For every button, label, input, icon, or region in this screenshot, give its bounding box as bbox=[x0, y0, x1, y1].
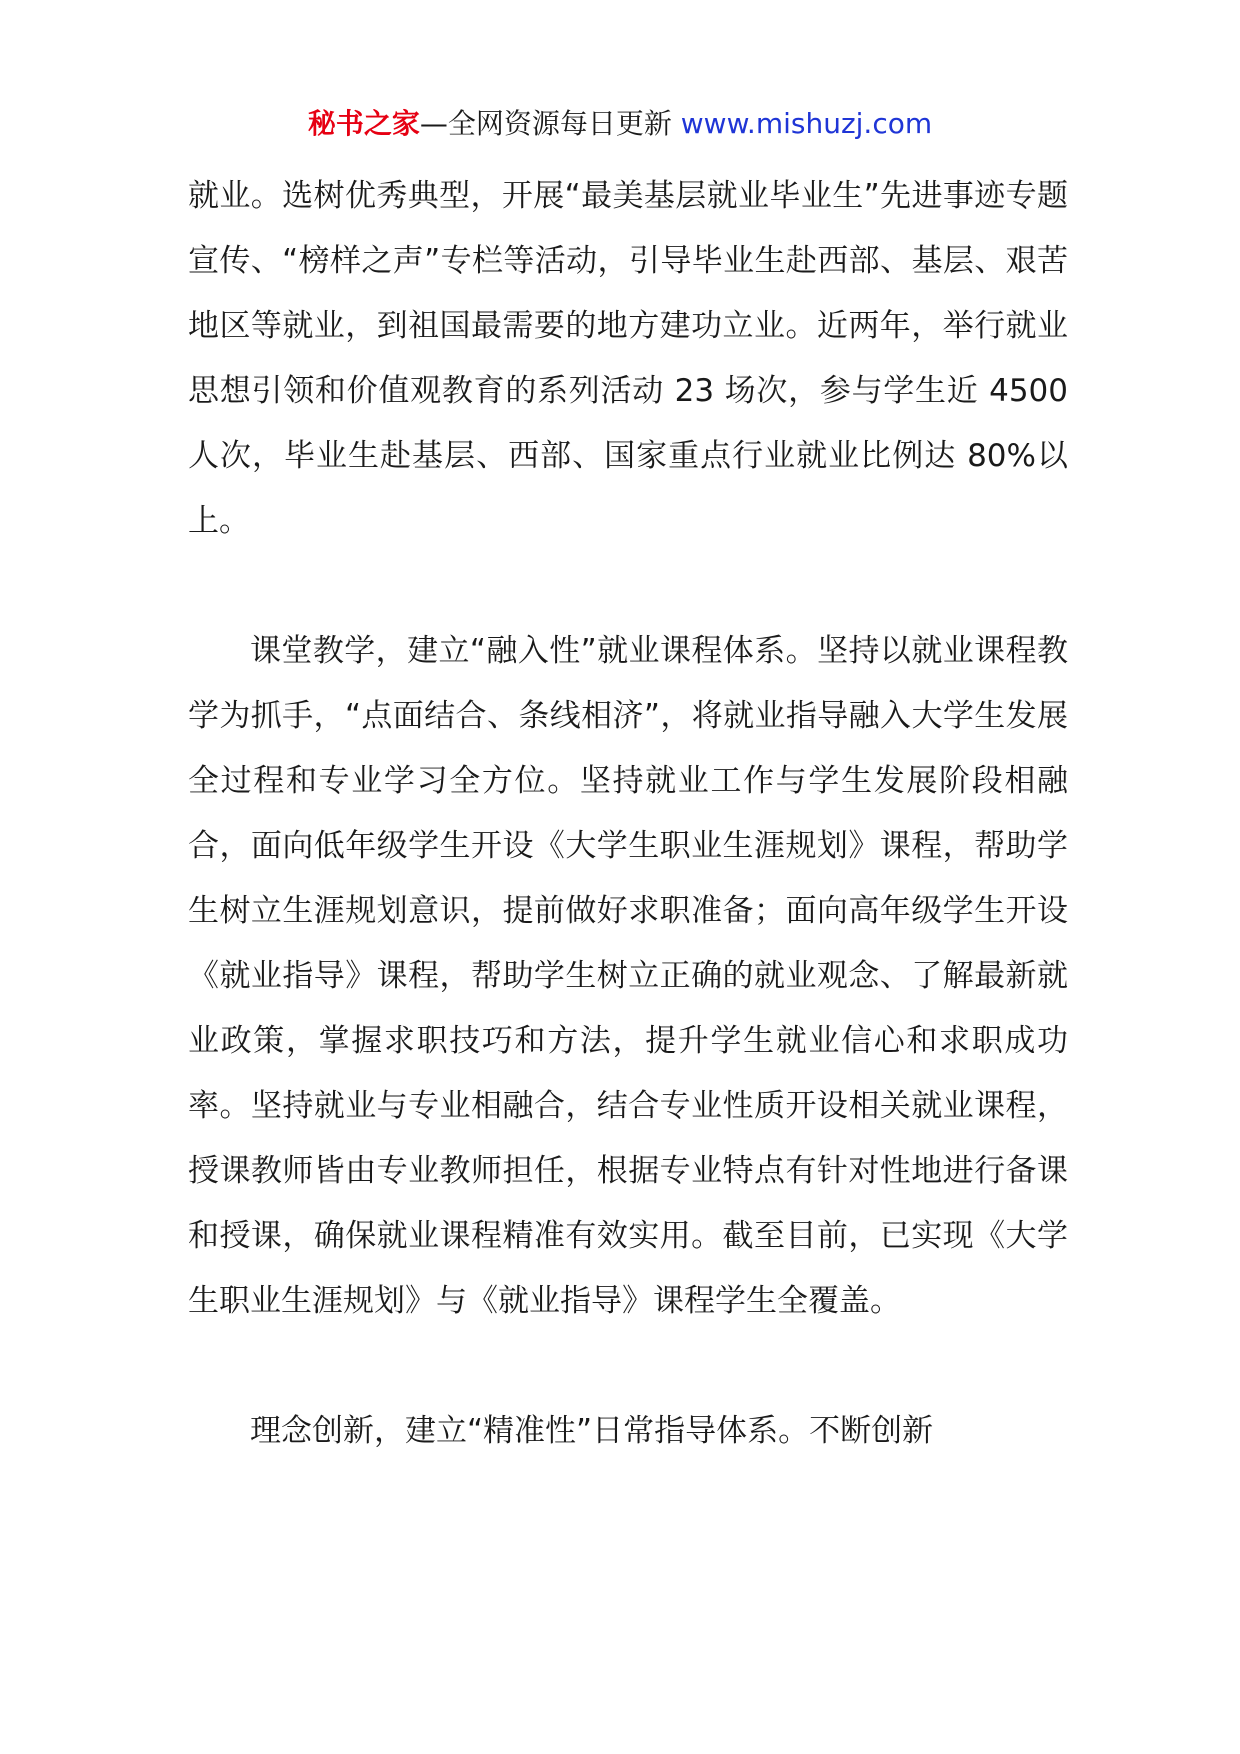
paragraph-concept-innovation: 理念创新，建立“精准性”日常指导体系。不断创新 bbox=[250, 1413, 934, 1449]
site-slogan: —全网资源每日更新 bbox=[419, 107, 681, 140]
site-brand: 秘书之家 bbox=[307, 107, 420, 140]
paragraph-continuation: 就业。选树优秀典型，开展“最美基层就业毕业生”先进事迹专题宣传、“榜样之声”专栏等活动，引导毕业生赴西部、基层、艰苦地区等就业，到祖国最需要的地方建功立业。近两年，举行就业思想引领和价值观教育的系列活动 23 场次，参与学生近 4500 人次，毕业生赴基层、西部、国家重点行业就业比例达 80%以上。 bbox=[188, 178, 1068, 539]
document-body bbox=[188, 164, 1068, 1464]
paragraph-spacer bbox=[188, 554, 1068, 619]
site-header bbox=[0, 104, 1240, 144]
site-url-link[interactable]: www.mishuzj.com bbox=[680, 107, 933, 140]
paragraph-classroom-teaching: 课堂教学，建立“融入性”就业课程体系。坚持以就业课程教学为抓手，“点面结合、条线相济”，将就业指导融入大学生发展全过程和专业学习全方位。坚持就业工作与学生发展阶段相融合，面向低年级学生开设《大学生职业生涯规划》课程，帮助学生树立生涯规划意识，提前做好求职准备；面向高年级学生开设《就业指导》课程，帮助学生树立正确的就业观念、了解最新就业政策，掌握求职技巧和方法，提升学生就业信心和求职成功率。坚持就业与专业相融合，结合专业性质开设相关就业课程，授课教师皆由专业教师担任，根据专业特点有针对性地进行备课和授课，确保就业课程精准有效实用。截至目前，已实现《大学生职业生涯规划》与《就业指导》课程学生全覆盖。 bbox=[188, 633, 1068, 1319]
paragraph-spacer bbox=[188, 1334, 1068, 1399]
